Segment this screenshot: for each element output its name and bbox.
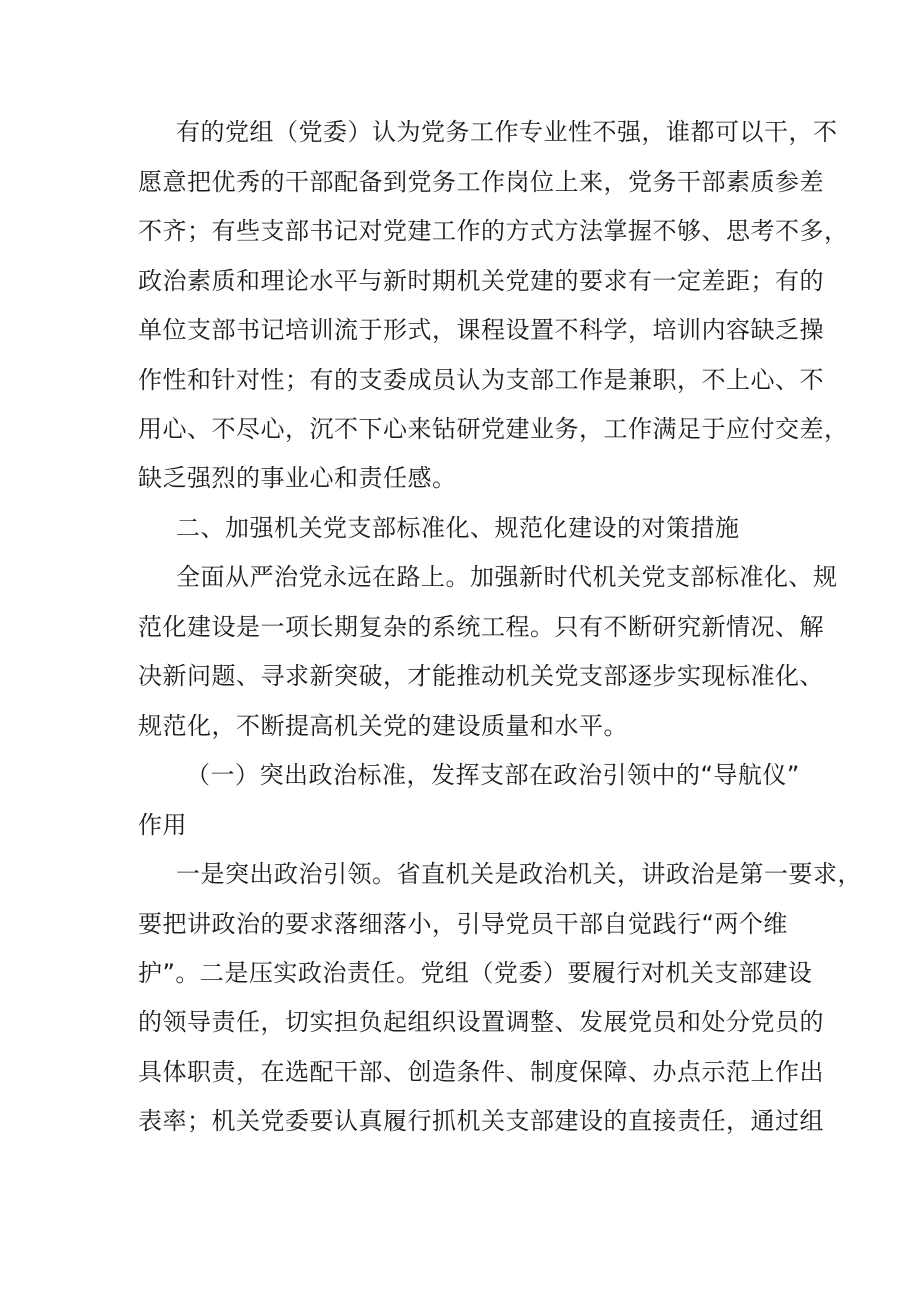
paragraph-1-line-2: 愿意把优秀的干部配备到党务工作岗位上来，党务干部素质参差 — [138, 168, 824, 196]
subheading-1-line-2: 作用 — [138, 811, 187, 839]
paragraph-1-line-8: 缺乏强烈的事业心和责任感。 — [138, 464, 457, 492]
paragraph-2-line-4: 规范化，不断提高机关党的建设质量和水平。 — [138, 712, 628, 740]
paragraph-3-line-3: 护”。二是压实政治责任。党组（党委）要履行对机关支部建设 — [138, 959, 813, 987]
subheading-1-line-1: （一）突出政治标准，发挥支部在政治引领中的“导航仪” — [186, 761, 800, 789]
paragraph-1-line-1: 有的党组（党委）认为党务工作专业性不强，谁都可以干，不 — [176, 118, 838, 146]
paragraph-3-line-6: 表率；机关党委要认真履行抓机关支部建设的直接责任，通过组 — [138, 1107, 824, 1135]
paragraph-3-line-5: 具体职责，在选配干部、创造条件、制度保障、办点示范上作出 — [138, 1058, 824, 1086]
paragraph-1-line-3: 不齐；有些支部书记对党建工作的方式方法掌握不够、思考不多， — [138, 217, 849, 245]
paragraph-1-line-4: 政治素质和理论水平与新时期机关党建的要求有一定差距；有的 — [138, 267, 824, 295]
paragraph-2-line-1: 全面从严治党永远在路上。加强新时代机关党支部标准化、规 — [176, 563, 838, 591]
paragraph-3-line-1: 一是突出政治引领。省直机关是政治机关，讲政治是第一要求， — [176, 860, 862, 888]
paragraph-3-line-2: 要把讲政治的要求落细落小，引导党员干部自觉践行“两个维 — [138, 910, 788, 938]
paragraph-2-line-3: 决新问题、寻求新突破，才能推动机关党支部逐步实现标准化、 — [138, 662, 824, 690]
section-heading-2: 二、加强机关党支部标准化、规范化建设的对策措施 — [176, 514, 740, 542]
paragraph-2-line-2: 范化建设是一项长期复杂的系统工程。只有不断研究新情况、解 — [138, 613, 824, 641]
paragraph-1-line-5: 单位支部书记培训流于形式，课程设置不科学，培训内容缺乏操 — [138, 316, 824, 344]
paragraph-1-line-7: 用心、不尽心，沉不下心来钻研党建业务，工作满足于应付交差， — [138, 415, 849, 443]
paragraph-3-line-4: 的领导责任，切实担负起组织设置调整、发展党员和处分党员的 — [138, 1008, 824, 1036]
paragraph-1-line-6: 作性和针对性；有的支委成员认为支部工作是兼职，不上心、不 — [138, 366, 824, 394]
